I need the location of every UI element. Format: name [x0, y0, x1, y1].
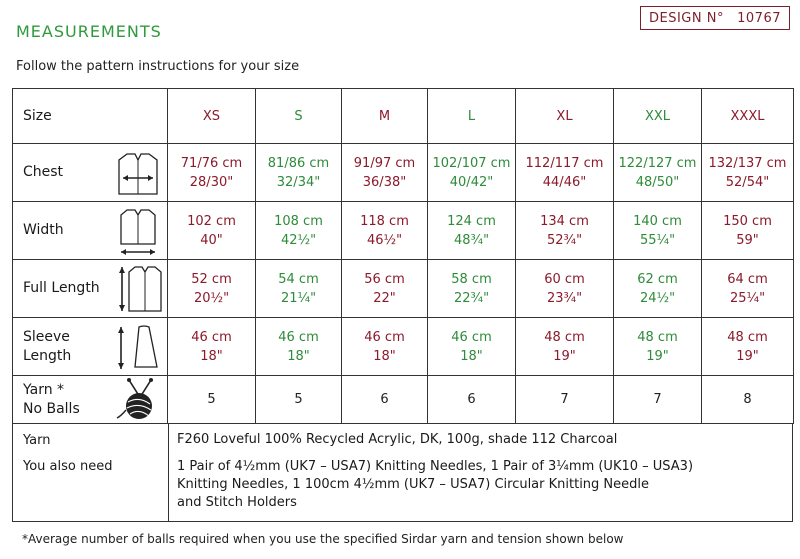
also-need-description: 1 Pair of 4½mm (UK7 – USA7) Knitting Needles, 1 Pair of 3¼mm (UK10 – USA3) Knitting Needles, 1 100cm 4½mm (UK7 – USA7) Circular Knitting Needle and Stitch Holders	[177, 459, 694, 510]
sleeve-xs: 46 cm 18"	[168, 318, 256, 376]
chest-xxl: 122/127 cm 48/50"	[614, 144, 702, 202]
sleeve-length-label-cell	[13, 318, 168, 376]
yarn-ball-needles-icon	[113, 378, 163, 422]
length-xl: 60 cm 23¾"	[516, 260, 614, 318]
chest-l: 102/107 cm 40/42"	[428, 144, 516, 202]
chest-xxxl: 132/137 cm 52/54"	[702, 144, 794, 202]
size-m: M	[342, 89, 428, 144]
garment-width-icon	[113, 206, 163, 258]
full-length-row	[13, 260, 794, 318]
size-xl: XL	[516, 89, 614, 144]
yarn-balls-label: Yarn * No Balls	[23, 381, 80, 417]
chest-m: 91/97 cm 36/38"	[342, 144, 428, 202]
chest-row	[13, 144, 794, 202]
sleeve-length-icon	[113, 321, 163, 373]
size-l: L	[428, 89, 516, 144]
sleeve-xxxl: 48 cm 19"	[702, 318, 794, 376]
length-m: 56 cm 22"	[342, 260, 428, 318]
length-xs: 52 cm 20½"	[168, 260, 256, 318]
design-number: 10767	[737, 10, 781, 26]
design-number-box	[640, 6, 790, 30]
width-label: Width	[23, 222, 64, 238]
balls-s: 5	[256, 376, 342, 424]
size-label-cell	[13, 89, 168, 144]
sleeve-l: 46 cm 18"	[428, 318, 516, 376]
size-label: Size	[23, 107, 52, 124]
measurements-table	[12, 88, 794, 424]
chest-xs: 71/76 cm 28/30"	[168, 144, 256, 202]
length-xxxl: 64 cm 25¼"	[702, 260, 794, 318]
width-label-cell	[13, 202, 168, 260]
garment-length-icon	[117, 263, 165, 315]
yarn-description: F260 Loveful 100% Recycled Acrylic, DK, 100g, shade 112 Charcoal	[177, 432, 618, 447]
instructions-subtitle: Follow the pattern instructions for your size	[16, 59, 300, 74]
chest-label-cell	[13, 144, 168, 202]
length-s: 54 cm 21¼"	[256, 260, 342, 318]
width-xs: 102 cm 40"	[168, 202, 256, 260]
width-m: 118 cm 46½"	[342, 202, 428, 260]
design-label: DESIGN N°	[649, 10, 724, 26]
sleeve-length-row	[13, 318, 794, 376]
full-length-label-cell	[13, 260, 168, 318]
chest-label: Chest	[23, 164, 64, 180]
length-xxl: 62 cm 24½"	[614, 260, 702, 318]
sleeve-xl: 48 cm 19"	[516, 318, 614, 376]
size-xxxl: XXXL	[702, 89, 794, 144]
you-also-need-label: You also need	[23, 459, 113, 474]
size-header-row	[13, 89, 794, 144]
sleeve-xxl: 48 cm 19"	[614, 318, 702, 376]
width-s: 108 cm 42½"	[256, 202, 342, 260]
balls-xl: 7	[516, 376, 614, 424]
balls-xxxl: 8	[702, 376, 794, 424]
footnote: *Average number of balls required when you use the specified Sirdar yarn and tension shown below	[22, 532, 624, 546]
garment-chest-icon	[113, 148, 163, 198]
balls-l: 6	[428, 376, 516, 424]
width-xxl: 140 cm 55¼"	[614, 202, 702, 260]
sleeve-m: 46 cm 18"	[342, 318, 428, 376]
yarn-balls-label-cell	[13, 376, 168, 424]
length-l: 58 cm 22¾"	[428, 260, 516, 318]
width-row	[13, 202, 794, 260]
materials-box	[12, 423, 793, 522]
size-xs: XS	[168, 89, 256, 144]
balls-xxl: 7	[614, 376, 702, 424]
sleeve-s: 46 cm 18"	[256, 318, 342, 376]
chest-xl: 112/117 cm 44/46"	[516, 144, 614, 202]
size-s: S	[256, 89, 342, 144]
yarn-label: Yarn	[23, 433, 51, 448]
width-xl: 134 cm 52¾"	[516, 202, 614, 260]
width-xxxl: 150 cm 59"	[702, 202, 794, 260]
page-title: MEASUREMENTS	[16, 22, 162, 41]
yarn-balls-row	[13, 376, 794, 424]
balls-xs: 5	[168, 376, 256, 424]
materials-divider	[168, 424, 169, 521]
size-xxl: XXL	[614, 89, 702, 144]
full-length-label: Full Length	[23, 280, 100, 296]
chest-s: 81/86 cm 32/34"	[256, 144, 342, 202]
width-l: 124 cm 48¾"	[428, 202, 516, 260]
balls-m: 6	[342, 376, 428, 424]
sleeve-length-label: Sleeve Length	[23, 328, 72, 364]
